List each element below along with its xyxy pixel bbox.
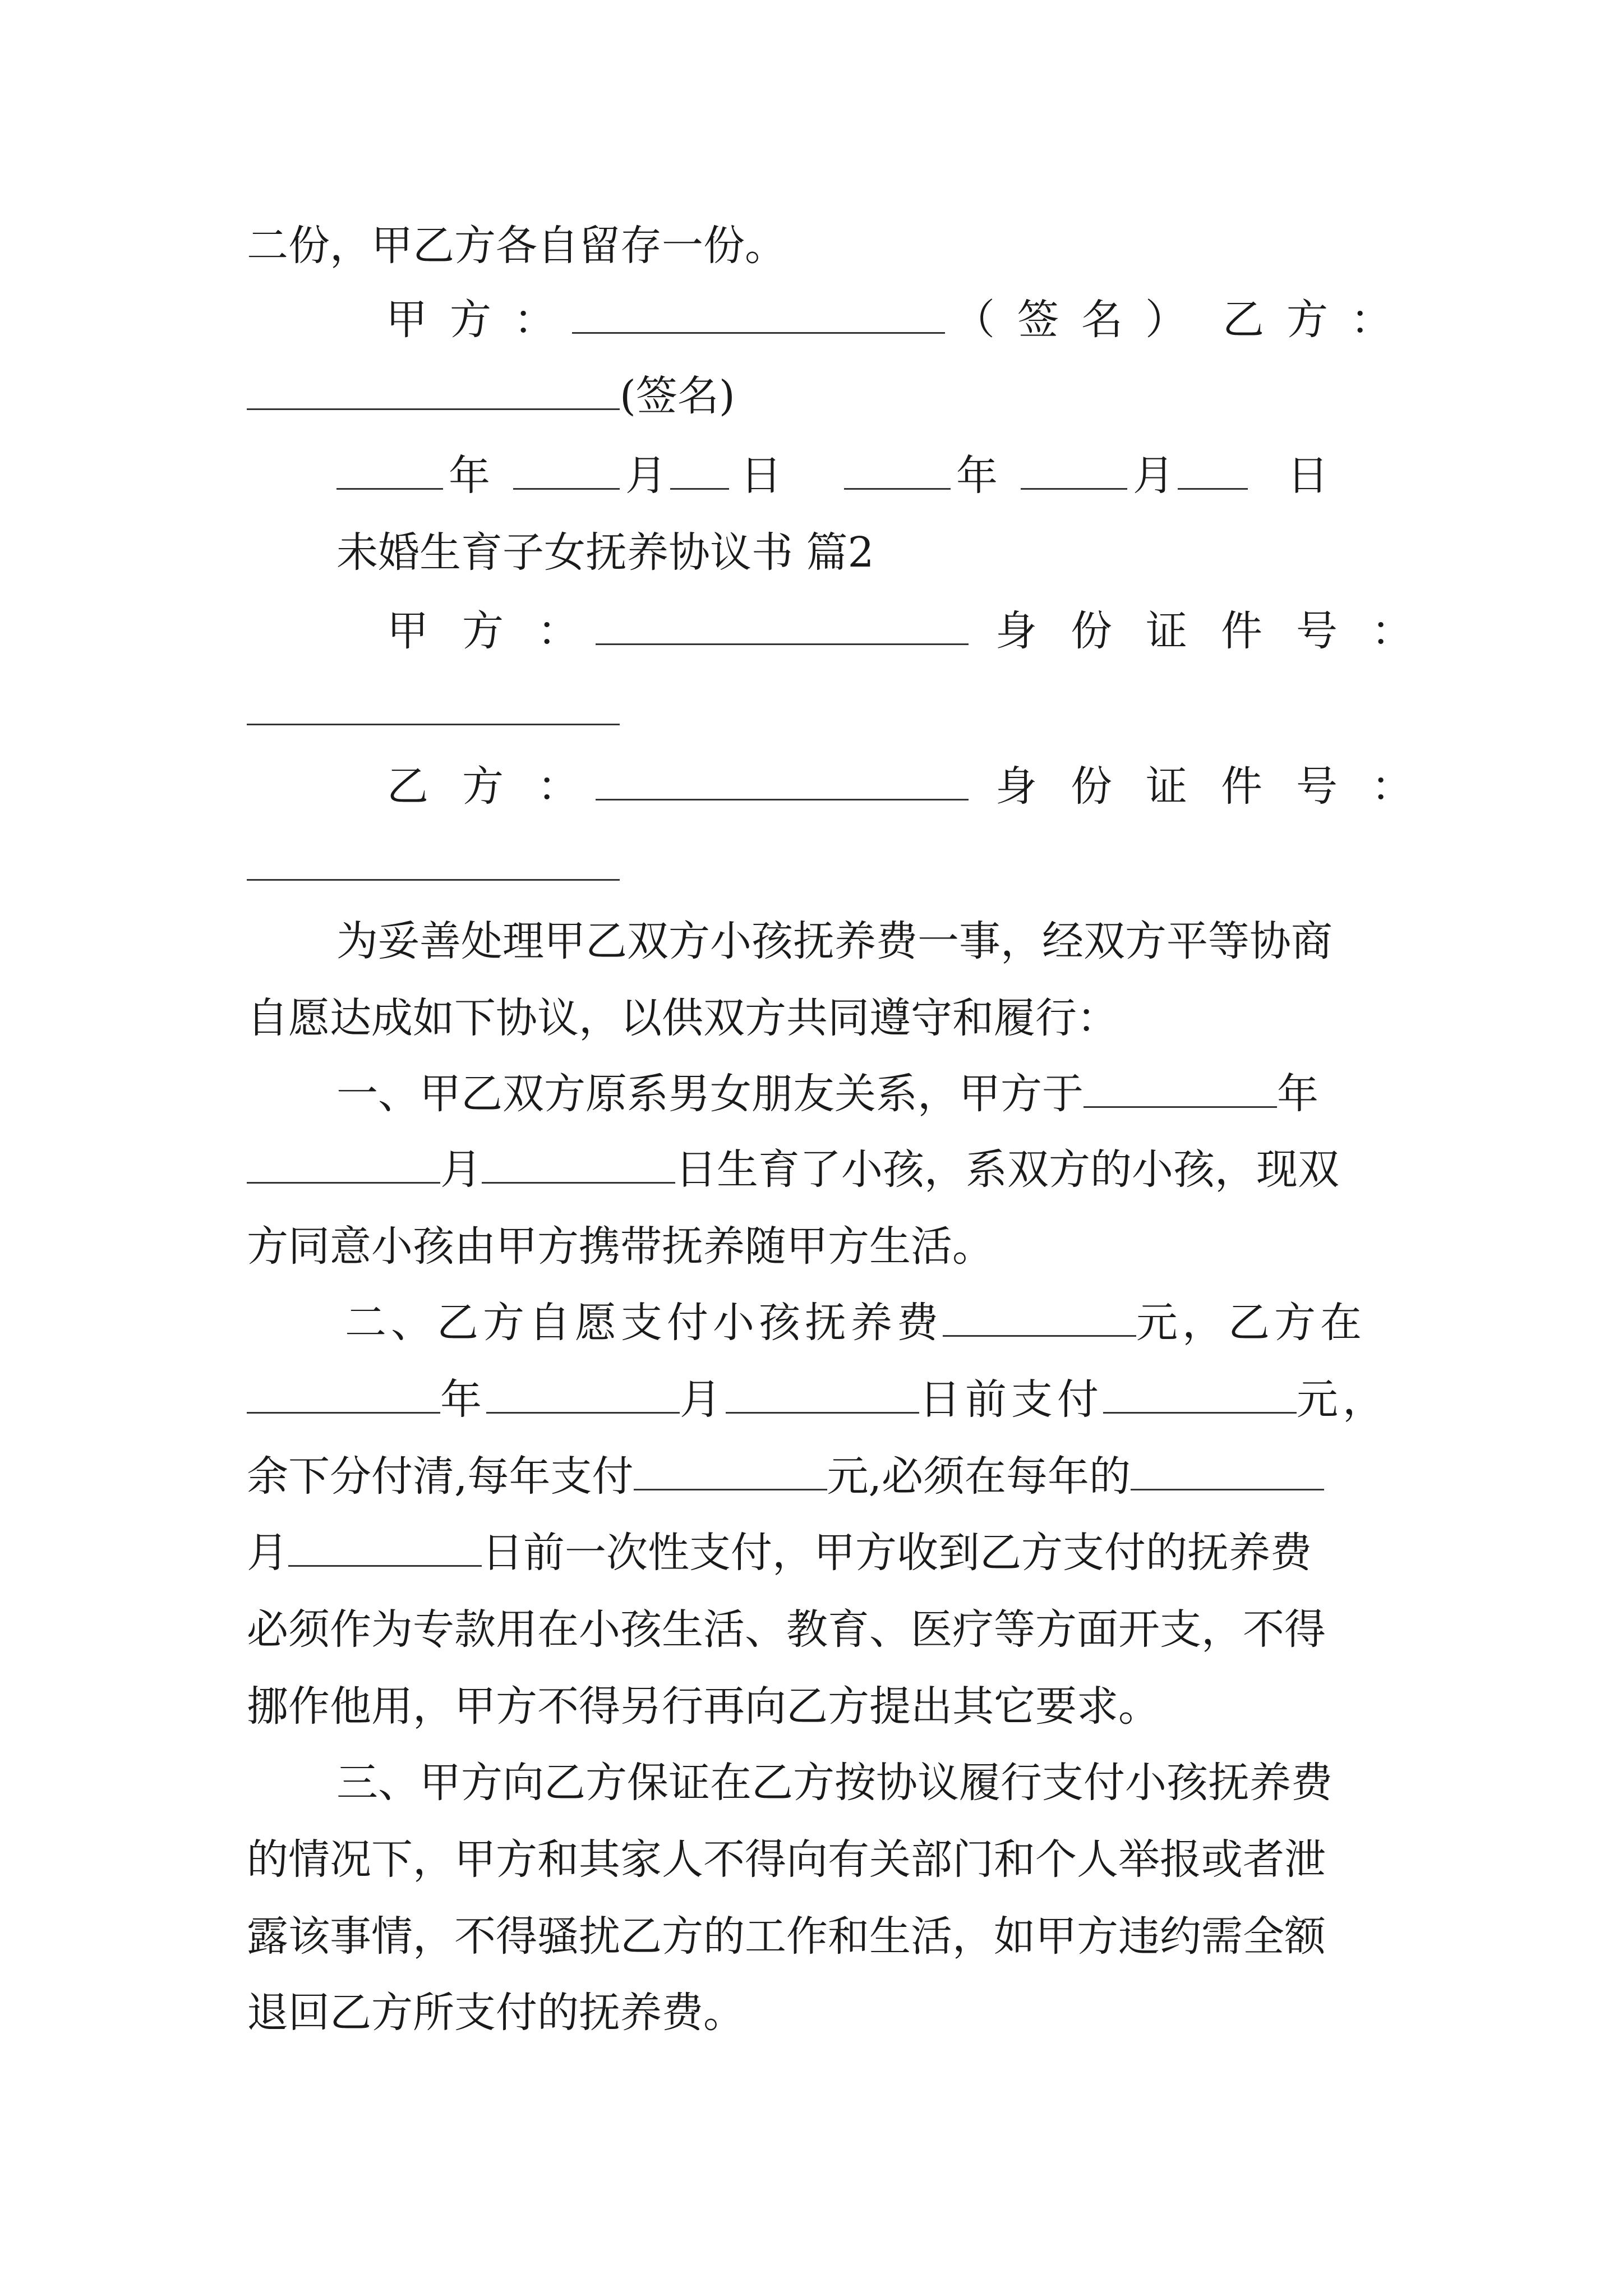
sign-label-2: (签名) <box>620 372 735 420</box>
c1-year-blank <box>1083 1103 1277 1108</box>
heading-text: 未婚生育子女抚养协议书 篇2 <box>336 528 874 577</box>
month-blank-b <box>1021 485 1127 490</box>
day-blank-b <box>1178 485 1248 490</box>
clause-3-line-2: 的情况下，甲方和其家人不得向有关部门和个人举报或者泄 <box>247 1835 1326 1884</box>
c1-day-blank <box>482 1179 675 1184</box>
c2-day-blank <box>726 1409 919 1414</box>
intro-line-2: 自愿达成如下协议，以供双方共同遵守和履行： <box>247 994 1118 1042</box>
day-label-b: 日 <box>1287 452 1329 500</box>
party-a-id-blank <box>247 724 620 725</box>
year-blank-a <box>336 485 443 490</box>
party-b-line <box>0 758 1623 815</box>
c1-month-blank <box>247 1179 440 1184</box>
month-blank-a <box>513 485 620 490</box>
closing-text: 二份，甲乙方各自留存一份。 <box>247 222 786 270</box>
section-heading <box>336 524 874 581</box>
clause-1-line-3: 方同意小孩由甲方携带抚养随甲方生活。 <box>247 1222 994 1271</box>
clause-2-line-4: 月 日前一次性支付，甲方收到乙方支付的抚养费 <box>247 1529 1312 1577</box>
clause-3-line-1: 三、甲方向乙方保证在乙方按协议履行支付小孩抚养费 <box>336 1759 1332 1807</box>
party-b-name-label: 乙方： <box>387 762 612 811</box>
clause-1-line-1: 一、甲乙双方原系男女朋友关系，甲方于 年 <box>336 1070 1318 1118</box>
party-a-name-label: 甲方： <box>387 607 612 655</box>
month-label-b: 月 <box>1133 452 1174 500</box>
year-label-b: 年 <box>956 452 998 500</box>
c2-amount-blank <box>943 1332 1136 1337</box>
party-b-id-label: 身份证件号： <box>995 762 1446 811</box>
party-b-name-blank <box>596 795 969 800</box>
party-a-label: 甲方： <box>386 296 578 344</box>
year-blank-b <box>844 485 951 490</box>
party-a-id-label: 身份证件号： <box>995 607 1446 655</box>
day-label-a: 日 <box>740 452 782 500</box>
month-label-a: 月 <box>625 452 667 500</box>
c2-annual-day-blank <box>288 1562 482 1567</box>
clause-2-line-1: 二、乙方自愿支付小孩抚养费 元，乙方在 <box>345 1299 1366 1347</box>
clause-2-line-2: 年 月 日前支付 元， <box>247 1372 1389 1428</box>
signature-line <box>0 292 1623 348</box>
clause-3-line-3: 露该事情，不得骚扰乙方的工作和生活，如甲方违约需全额 <box>247 1912 1326 1961</box>
c2-year-blank <box>247 1409 440 1414</box>
clause-2-line-3: 余下分付清,每年支付 元,必须在每年的 <box>247 1448 1324 1504</box>
clause-2-line-5: 必须作为专款用在小孩生活、教育、医疗等方面开支，不得 <box>247 1605 1326 1654</box>
c2-annual-blank <box>634 1485 827 1490</box>
clause-2-line-6: 挪作他用，甲方不得另行再向乙方提出其它要求。 <box>247 1682 1160 1731</box>
party-b-signature-line <box>247 368 735 424</box>
closing-line <box>247 218 786 274</box>
c2-month-blank <box>486 1409 680 1414</box>
party-b-signature-blank <box>247 405 620 410</box>
sign-label: （签名） <box>953 296 1209 344</box>
year-label-a: 年 <box>449 452 490 500</box>
party-a-signature-blank <box>572 292 945 348</box>
date-line <box>0 448 1623 504</box>
party-a-name-blank <box>596 640 969 645</box>
intro-line-1: 为妥善处理甲乙双方小孩抚养费一事，经双方平等协商 <box>336 917 1332 965</box>
party-b-label: 乙方： <box>1223 296 1414 344</box>
clause-1-line-2: 月 日生育了小孩，系双方的小孩，现双 <box>247 1142 1339 1198</box>
clause-3-line-4: 退回乙方所支付的抚养费。 <box>247 1989 745 2037</box>
party-a-line <box>0 603 1623 659</box>
day-blank-a <box>670 485 729 490</box>
c2-annual-month-blank <box>1131 1485 1324 1490</box>
party-b-id-blank <box>247 879 620 881</box>
c2-first-payment-blank <box>1103 1409 1297 1414</box>
